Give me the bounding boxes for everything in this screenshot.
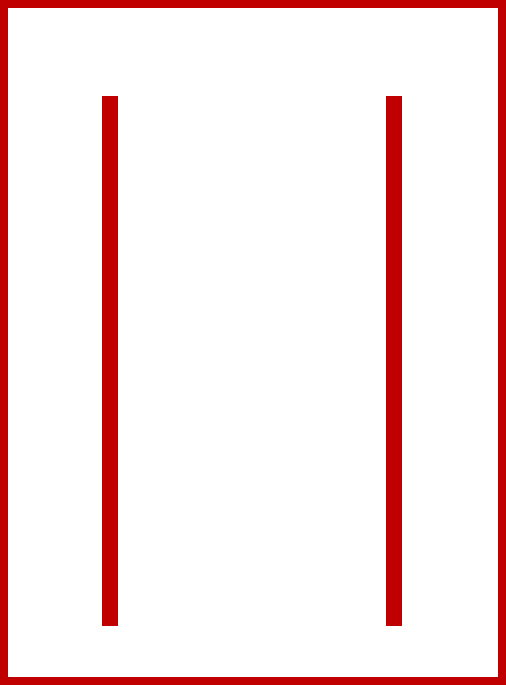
right-rail xyxy=(386,96,402,626)
left-rail xyxy=(102,96,118,626)
